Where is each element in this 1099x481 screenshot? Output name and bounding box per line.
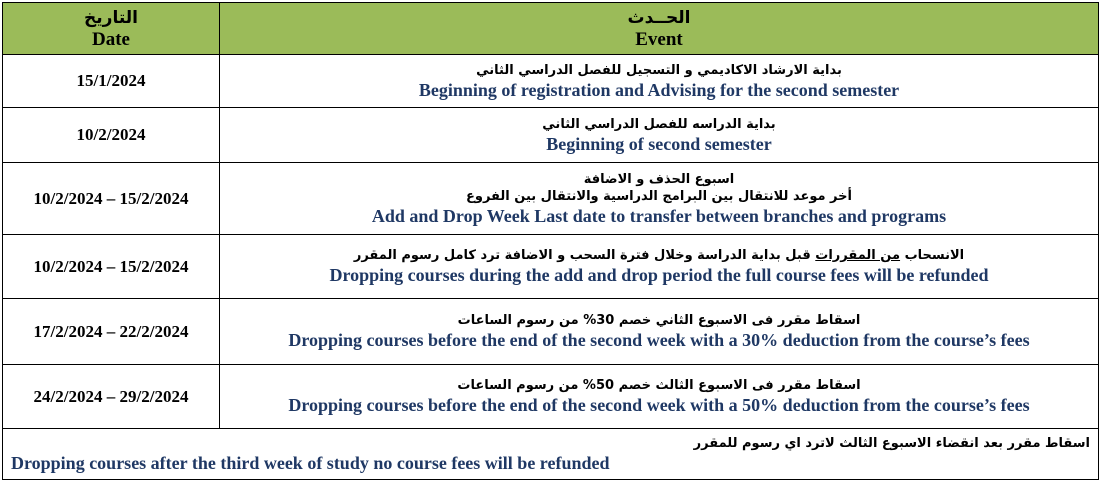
table-row bbox=[3, 235, 1099, 299]
event-english: Beginning of second semester bbox=[546, 133, 772, 154]
event-arabic: بداية الدراسه للفصل الدراسي الثاني bbox=[542, 116, 776, 132]
event-english: Dropping courses before the end of the second week with a 50% deduction from the course’s fees bbox=[288, 395, 1030, 415]
event-header-english: Event bbox=[635, 28, 683, 50]
row-date: 10/2/2024 bbox=[3, 108, 220, 163]
event-english: Beginning of registration and Advising for the second semester bbox=[418, 79, 900, 100]
date-header-arabic: التاريخ bbox=[84, 7, 138, 28]
row-date: 10/2/2024 – 15/2/2024 bbox=[3, 163, 220, 235]
row-date: 10/2/2024 – 15/2/2024 bbox=[3, 235, 220, 299]
date-header-english: Date bbox=[92, 28, 130, 50]
table-header-row bbox=[3, 3, 1099, 55]
event-column-header bbox=[220, 3, 1099, 55]
footer-arabic: اسقاط مقرر بعد انقضاء الاسبوع الثالث لاترد اي رسوم للمقرر bbox=[693, 435, 1090, 451]
table-row bbox=[3, 108, 1099, 163]
row-event bbox=[220, 55, 1099, 108]
table-row bbox=[3, 365, 1099, 429]
event-arabic bbox=[220, 247, 1098, 264]
footer-event bbox=[3, 429, 1099, 480]
event-arabic-part-2: قبل بداية الدراسة وخلال فترة السحب و الاضافة ترد كامل رسوم المقرر bbox=[353, 248, 816, 263]
footer-english: Dropping courses after the third week of study no course fees will be refunded bbox=[11, 452, 610, 473]
row-event bbox=[220, 365, 1099, 429]
event-header-arabic: الحــدث bbox=[627, 7, 691, 28]
event-arabic: اسبوع الحذف و الاضافة bbox=[583, 171, 735, 187]
event-english: Add and Drop Week Last date to transfer between branches and programs bbox=[371, 205, 947, 226]
event-arabic-line-2: أخر موعد للانتقال بين البرامج الدراسية والانتقال بين الفروع bbox=[466, 188, 852, 204]
event-arabic: اسقاط مقرر فى الاسبوع الثالث خصم 50% من رسوم الساعات bbox=[457, 378, 861, 393]
event-english: Dropping courses during the add and drop period the full course fees will be refunded bbox=[329, 265, 989, 285]
table-footer-row bbox=[3, 429, 1099, 480]
row-event bbox=[220, 108, 1099, 163]
event-arabic-part-1: الانسحاب bbox=[900, 248, 965, 263]
row-date: 24/2/2024 – 29/2/2024 bbox=[3, 365, 220, 429]
table-row bbox=[3, 299, 1099, 365]
row-date: 15/1/2024 bbox=[3, 55, 220, 108]
event-arabic: بداية الارشاد الاكاديمي و التسجيل للفصل الدراسي الثاني bbox=[476, 62, 842, 78]
row-date: 17/2/2024 – 22/2/2024 bbox=[3, 299, 220, 365]
academic-calendar-table bbox=[2, 2, 1099, 480]
table-row bbox=[3, 163, 1099, 235]
event-english: Dropping courses before the end of the second week with a 30% deduction from the course’s fees bbox=[288, 330, 1030, 350]
table-row bbox=[3, 55, 1099, 108]
row-event bbox=[220, 235, 1099, 299]
row-event bbox=[220, 299, 1099, 365]
event-arabic: اسقاط مقرر فى الاسبوع الثاني خصم 30% من رسوم الساعات bbox=[457, 313, 861, 328]
event-arabic-underlined: من المقررات bbox=[815, 248, 901, 263]
date-column-header bbox=[3, 3, 220, 55]
row-event bbox=[220, 163, 1099, 235]
